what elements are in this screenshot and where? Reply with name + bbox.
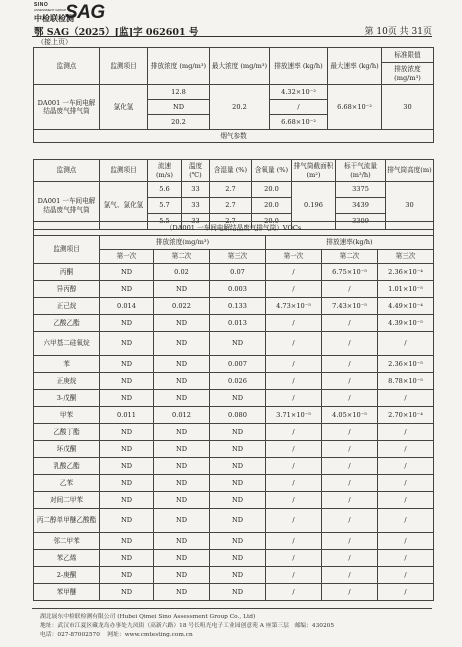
t3-value: ND <box>100 458 154 475</box>
t2-t-3: 33 <box>182 214 210 230</box>
t3-compound: 苯甲醚 <box>34 584 100 601</box>
t3-compound: 2-庚酮 <box>34 567 100 584</box>
t3-value: ND <box>210 533 266 550</box>
t2-flow-2: 3439 <box>336 198 386 214</box>
t2-point: DA001 一车间电解结晶废气排气筒 <box>34 182 100 230</box>
t2-th-o: 含氧量 (%) <box>252 160 292 182</box>
t3-compound: 苯 <box>34 356 100 373</box>
t3-value: / <box>378 533 434 550</box>
table-row <box>34 550 434 567</box>
t3-value: 1.01×10⁻⁵ <box>378 281 434 298</box>
t3-value: ND <box>100 533 154 550</box>
t3-th-item: 监测项目 <box>34 236 100 264</box>
t3-value: 0.007 <box>210 356 266 373</box>
t3-value: ND <box>154 550 210 567</box>
t3-value: ND <box>154 533 210 550</box>
t1-rate-1: 4.32×10⁻² <box>270 85 328 100</box>
t3-value: ND <box>210 550 266 567</box>
table-row <box>34 441 434 458</box>
t3-th-run: 第一次 <box>266 250 322 264</box>
t2-item: 氯气、氯化氢 <box>100 182 148 230</box>
t3-value: ND <box>154 458 210 475</box>
t3-value: / <box>322 584 378 601</box>
t3-value: ND <box>100 475 154 492</box>
t3-value: / <box>378 509 434 533</box>
t3-value: 0.080 <box>210 407 266 424</box>
t3-value: 0.133 <box>210 298 266 315</box>
t3-value: / <box>266 458 322 475</box>
t3-value: ND <box>100 441 154 458</box>
th-item: 监测项目 <box>100 48 148 85</box>
t3-value: / <box>378 458 434 475</box>
t2-h: 30 <box>386 182 434 230</box>
t3-compound: 甲苯 <box>34 407 100 424</box>
t3-compound: 环戊酮 <box>34 441 100 458</box>
logo-sino: SINO <box>34 2 49 8</box>
t3-compound: 对间二甲苯 <box>34 492 100 509</box>
table-row <box>34 533 434 550</box>
t3-value: / <box>322 492 378 509</box>
t3-value: / <box>322 567 378 584</box>
t3-value: ND <box>100 264 154 281</box>
t3-value: ND <box>100 373 154 390</box>
t3-value: 0.011 <box>100 407 154 424</box>
hcl-emission-table <box>33 47 434 143</box>
t2-area: 0.196 <box>292 182 336 230</box>
table-row <box>34 424 434 441</box>
t3-value: / <box>266 315 322 332</box>
t3-value: ND <box>154 492 210 509</box>
t3-value: / <box>322 441 378 458</box>
t3-compound: 异丙醇 <box>34 281 100 298</box>
t3-th-run: 第一次 <box>100 250 154 264</box>
t3-value: 7.43×10⁻⁵ <box>322 298 378 315</box>
t3-value: / <box>378 584 434 601</box>
table-row <box>34 584 434 601</box>
t3-value: ND <box>210 458 266 475</box>
t3-compound: 苯乙烯 <box>34 550 100 567</box>
t2-v-1: 5.6 <box>148 182 182 198</box>
t3-value: / <box>378 550 434 567</box>
flue-gas-params-table <box>33 159 434 230</box>
continued-label: （接上页） <box>37 38 72 46</box>
t3-value: / <box>378 332 434 356</box>
t2-th-w: 含湿量 (%) <box>210 160 252 182</box>
t2-w-3: 2.7 <box>210 214 252 230</box>
t3-compound: 乳酸乙酯 <box>34 458 100 475</box>
t3-compound: 丙酮 <box>34 264 100 281</box>
t3-value: ND <box>210 492 266 509</box>
logo-sub: ASSESSMENT GROUP <box>34 8 67 12</box>
table-row <box>34 492 434 509</box>
t2-t-2: 33 <box>182 198 210 214</box>
company-logo <box>34 2 144 24</box>
t3-value: ND <box>154 475 210 492</box>
t3-value: ND <box>100 315 154 332</box>
t3-value: / <box>266 356 322 373</box>
t3-value: ND <box>154 509 210 533</box>
t3-value: ND <box>210 424 266 441</box>
th-point: 监测点 <box>34 48 100 85</box>
t2-flow-1: 3375 <box>336 182 386 198</box>
t2-o-2: 20.0 <box>252 198 292 214</box>
t3-value: / <box>322 356 378 373</box>
t3-value: / <box>322 424 378 441</box>
t3-value: ND <box>154 567 210 584</box>
th-limit: 标准限值 <box>382 48 434 63</box>
table-row <box>34 356 434 373</box>
table-row <box>34 264 434 281</box>
t3-value: / <box>266 332 322 356</box>
t3-value: / <box>322 390 378 407</box>
t3-value: 4.39×10⁻⁵ <box>378 315 434 332</box>
th-conc: 排放浓度 (mg/m³) <box>148 48 210 85</box>
t3-value: ND <box>154 373 210 390</box>
t3-value: / <box>322 458 378 475</box>
table-row <box>34 315 434 332</box>
t3-value: ND <box>154 332 210 356</box>
t3-value: / <box>266 475 322 492</box>
t2-th-v: 流速 (m/s) <box>148 160 182 182</box>
t3-value: ND <box>154 584 210 601</box>
t3-value: ND <box>100 584 154 601</box>
t3-value: ND <box>210 567 266 584</box>
t3-compound: 3-戊酮 <box>34 390 100 407</box>
t3-compound: 邻二甲苯 <box>34 533 100 550</box>
document-number: 鄂 SAG（2025）[监]字 062601 号 <box>34 27 199 38</box>
t3-value: / <box>266 390 322 407</box>
t3-value: ND <box>154 356 210 373</box>
t3-value: / <box>378 424 434 441</box>
t3-value: ND <box>154 390 210 407</box>
t3-value: / <box>322 550 378 567</box>
t2-th-t: 温度 (℃) <box>182 160 210 182</box>
t3-compound: 六甲基二硅氧烷 <box>34 332 100 356</box>
t2-title: 烟气参数 <box>34 130 434 143</box>
table-row <box>34 373 434 390</box>
table-row <box>34 332 434 356</box>
t3-value: ND <box>210 509 266 533</box>
t3-th-rate: 排放速率(kg/h) <box>266 236 434 250</box>
t3-th-run: 第二次 <box>154 250 210 264</box>
page-number: 第 10页 共 31页 <box>364 27 432 37</box>
table-row <box>34 458 434 475</box>
t3-value: / <box>378 492 434 509</box>
t3-value: ND <box>154 315 210 332</box>
t3-value: / <box>378 475 434 492</box>
t3-compound: 丙二醇单甲醚乙酸酯 <box>34 509 100 533</box>
t3-value: / <box>322 475 378 492</box>
t2-o-1: 20.0 <box>252 182 292 198</box>
t3-value: 0.013 <box>210 315 266 332</box>
t3-value: 2.70×10⁻⁴ <box>378 407 434 424</box>
t3-value: 0.012 <box>154 407 210 424</box>
t2-v-2: 5.7 <box>148 198 182 214</box>
t3-th-run: 第三次 <box>210 250 266 264</box>
footer-divider <box>32 608 432 609</box>
t3-value: / <box>322 281 378 298</box>
t3-value: ND <box>100 509 154 533</box>
footer-address: 地址：武汉市江夏区藏龙岛办事处九凤街（高新六路）18 号长咀光电子工业园创意苑 A 座第三层 邮编：430205 <box>40 623 335 629</box>
t2-th-point: 监测点 <box>34 160 100 182</box>
footer-company: 湖北展东中检联检测有限公司 (Hubei Qimei Sino Assessment Group Co., Ltd) <box>40 614 256 620</box>
t1-conc-3: 20.2 <box>148 115 210 130</box>
logo-sag: SAG <box>65 2 105 23</box>
t1-limit: 30 <box>382 85 434 130</box>
t3-value: / <box>322 509 378 533</box>
th-rate: 排放速率 (kg/h) <box>270 48 328 85</box>
t3-value: 0.022 <box>154 298 210 315</box>
th-max-conc: 最大浓度 (mg/m³) <box>210 48 270 85</box>
t3-value: 0.014 <box>100 298 154 315</box>
t3-value: / <box>378 390 434 407</box>
t3-value: 4.73×10⁻⁵ <box>266 298 322 315</box>
t2-th-h: 排气筒高度(m) <box>386 160 434 182</box>
footer-contact: 电话：027-87002570 网址：www.cmtesting.com.cn <box>40 632 193 638</box>
t2-w-1: 2.7 <box>210 182 252 198</box>
t3-value: ND <box>100 356 154 373</box>
t3-value: ND <box>100 281 154 298</box>
t2-th-item: 监测项目 <box>100 160 148 182</box>
t3-value: ND <box>210 584 266 601</box>
t3-value: / <box>266 533 322 550</box>
t2-flow-3: 3309 <box>336 214 386 230</box>
t3-th-run: 第三次 <box>378 250 434 264</box>
t3-value: / <box>266 567 322 584</box>
t3-value: / <box>378 567 434 584</box>
t3-value: ND <box>154 441 210 458</box>
t3-title: （DA001 一车间电解结晶废气排气筒）VOCs <box>34 222 434 236</box>
t3-value: ND <box>154 424 210 441</box>
t3-value: ND <box>210 332 266 356</box>
t3-value: / <box>266 509 322 533</box>
t3-compound: 乙酸乙酯 <box>34 315 100 332</box>
table-row <box>34 567 434 584</box>
table-row <box>34 281 434 298</box>
t3-value: / <box>322 315 378 332</box>
t3-value: / <box>266 492 322 509</box>
t3-value: 0.003 <box>210 281 266 298</box>
t3-value: / <box>322 373 378 390</box>
t2-v-3: 5.5 <box>148 214 182 230</box>
t3-value: 2.36×10⁻⁵ <box>378 356 434 373</box>
t3-value: ND <box>210 441 266 458</box>
t3-value: 8.78×10⁻⁵ <box>378 373 434 390</box>
t1-rate-3: 6.68×10⁻² <box>270 115 328 130</box>
t3-value: 0.026 <box>210 373 266 390</box>
t2-th-area: 排气筒截面积(m²) <box>292 160 336 182</box>
t3-value: ND <box>210 475 266 492</box>
t3-value: 4.05×10⁻⁵ <box>322 407 378 424</box>
t3-value: ND <box>100 550 154 567</box>
t3-value: ND <box>100 492 154 509</box>
header-divider <box>32 36 432 37</box>
t2-o-3: 20.0 <box>252 214 292 230</box>
table-row <box>34 298 434 315</box>
t3-value: ND <box>100 332 154 356</box>
t3-value: 4.49×10⁻⁴ <box>378 298 434 315</box>
t2-th-flow: 标干气流量(m³/h) <box>336 160 386 182</box>
t3-value: ND <box>100 567 154 584</box>
t3-value: ND <box>154 281 210 298</box>
t1-max-conc: 20.2 <box>210 85 270 130</box>
t2-w-2: 2.7 <box>210 198 252 214</box>
t3-value: / <box>266 424 322 441</box>
vocs-table <box>33 221 434 601</box>
t3-th-conc: 排放浓度(mg/m³) <box>100 236 266 250</box>
t3-compound: 乙酸丁酯 <box>34 424 100 441</box>
t3-th-run: 第二次 <box>322 250 378 264</box>
t1-point: DA001 一车间电解结晶废气排气筒 <box>34 85 100 130</box>
t3-value: / <box>266 373 322 390</box>
t3-value: / <box>322 332 378 356</box>
t3-value: 0.07 <box>210 264 266 281</box>
t3-value: ND <box>100 424 154 441</box>
t3-value: ND <box>100 390 154 407</box>
t3-compound: 乙苯 <box>34 475 100 492</box>
t3-value: / <box>378 441 434 458</box>
table-row <box>34 407 434 424</box>
t1-max-rate: 6.68×10⁻² <box>328 85 382 130</box>
table-row <box>34 390 434 407</box>
t3-compound: 正己烷 <box>34 298 100 315</box>
t1-conc-1: 12.8 <box>148 85 210 100</box>
table-row <box>34 475 434 492</box>
th-max-rate: 最大速率 (kg/h) <box>328 48 382 85</box>
logo-cn: 中检联检测 <box>34 14 74 23</box>
t1-rate-2: / <box>270 100 328 115</box>
t3-value: ND <box>210 390 266 407</box>
t3-value: / <box>266 281 322 298</box>
t1-conc-2: ND <box>148 100 210 115</box>
th-limit-sub: 排放浓度 (mg/m³) <box>382 63 434 85</box>
t3-value: 3.71×10⁻⁵ <box>266 407 322 424</box>
t3-value: / <box>266 264 322 281</box>
t3-value: 2.36×10⁻⁴ <box>378 264 434 281</box>
t3-value: / <box>266 584 322 601</box>
t3-value: 6.75×10⁻⁵ <box>322 264 378 281</box>
t3-value: / <box>266 441 322 458</box>
table-row <box>34 509 434 533</box>
t3-value: / <box>322 533 378 550</box>
t3-value: / <box>266 550 322 567</box>
t2-t-1: 33 <box>182 182 210 198</box>
t3-compound: 正庚烷 <box>34 373 100 390</box>
t1-item: 氯化氢 <box>100 85 148 130</box>
t3-value: 0.02 <box>154 264 210 281</box>
